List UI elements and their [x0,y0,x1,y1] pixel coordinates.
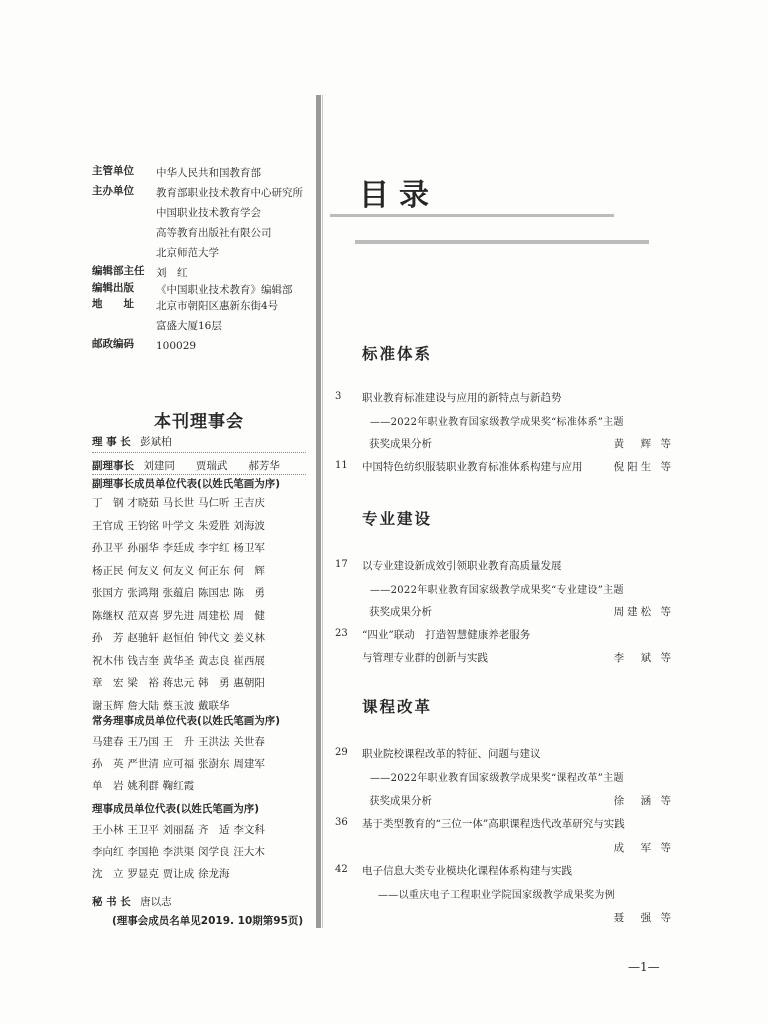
entry-subtitle-cont: 与管理专业群的创新与实践 [362,652,488,664]
title-rule-top [330,214,614,217]
council-member-name: 范双喜 [127,609,159,622]
entry-author: 倪阳生 等 [613,461,674,473]
council-member-name: 张蕴启 [162,587,195,599]
council-member-name [269,650,304,673]
publisher-value: 《中国职业技术教育》编辑部 [156,284,293,296]
editor-label: 编辑部主任 [92,265,145,277]
council-member-name: 周 健 [233,609,265,622]
chair-row [92,434,172,449]
council-member-name: 张国方 [92,587,124,599]
council-member-name: 孙 芳 [92,632,124,644]
entry-page: 3 [335,391,342,402]
vice-rep-names [92,492,304,717]
secretary-name: 唐以志 [140,896,172,908]
chair-label: 理 事 长 [92,436,131,448]
section-heading: 课程改革 [362,698,433,716]
council-member-name [233,863,268,885]
council-member-name [269,582,304,605]
standing-label: 常务理事成员单位代表(以姓氏笔画为序) [92,715,281,727]
council-member-name: 孙 英 [92,758,124,770]
entry-subtitle-cont: 获奖成果分析 [369,438,432,450]
council-member-name: 祝木伟 [92,654,124,667]
council-title: 本刊理事会 [154,412,244,432]
council-member-name: 李廷成 [162,542,195,554]
postcode-label: 邮政编码 [92,338,134,350]
standing-names [92,731,304,797]
entry-page: 42 [335,864,348,875]
council-member-name: 黄华圣 [162,654,195,667]
council-member-name: 蔡玉波 [162,699,195,712]
entry-page: 23 [335,628,348,639]
council-member-name: 叶学文 [162,519,195,532]
sponsor-2: 中国职业技术教育学会 [156,207,261,219]
council-member-name: 张鸿翔 [127,587,159,599]
council-member-name: 李向红 [92,846,124,858]
council-member-name: 汪大木 [233,846,265,858]
section-heading: 专业建设 [362,510,433,528]
council-member-name: 李文科 [233,824,265,836]
entry-subtitle-cont: 获奖成果分析 [369,795,432,807]
council-member-name: 赵恒伯 [162,632,195,644]
council-member-name [269,731,304,753]
vertical-divider-thin [322,95,323,928]
council-member-name: 沈 立 [92,868,124,880]
entry-title[interactable]: 以专业建设新成效引领职业教育高质量发展 [362,560,562,572]
toc-title: 目录 [359,178,439,213]
council-member-name: 赵驰轩 [127,632,159,644]
council-member-name [269,515,304,538]
council-member-name: 陈国忠 [197,587,230,599]
council-member-name: 杨卫军 [233,542,265,554]
council-member-name: 齐 适 [197,824,230,836]
council-member-name: 严世清 [127,758,159,770]
council-member-name: 钱吉奎 [127,654,159,667]
vice-row [92,458,280,473]
vice-names: 刘建同 贾瑞武 郝芳华 [143,460,280,472]
council-member-name: 罗先进 [162,609,195,622]
council-member-name: 崔西展 [233,654,265,667]
divider [92,474,306,475]
secretary-row [92,894,172,909]
council-member-name: 詹大陆 [127,699,159,712]
entry-title[interactable]: 职业院校课程改革的特征、问题与建议 [362,748,541,760]
council-member-name [269,841,304,863]
entry-page: 11 [335,460,348,471]
publisher-label: 编辑出版 [92,282,134,294]
council-member-name: 谢玉辉 [92,699,124,712]
council-member-name: 何 辉 [233,564,265,577]
address-line-1: 北京市朝阳区惠新东街4号 [156,300,279,312]
council-member-name [269,775,304,797]
council-member-name: 鞠红霞 [162,780,195,792]
council-member-name [269,560,304,583]
council-member-name: 钟代文 [197,632,230,644]
council-member-name: 应可福 [162,758,195,770]
entry-author: 李 斌 等 [613,652,674,664]
sponsor-row [92,183,303,263]
editor-value: 刘 红 [156,267,188,279]
page-number: —1— [628,960,660,974]
council-member-name: 刘海波 [233,519,265,532]
entry-title[interactable]: “四业”联动 打造智慧健康养老服务 [362,629,531,641]
council-member-name [269,819,304,841]
council-member-name: 李洪渠 [162,846,195,858]
entry-subtitle: ——2022年职业教育国家级教学成果奖“课程改革”主题 [370,773,624,784]
council-member-name: 姚利群 [127,780,159,792]
council-member-name: 杨正民 [92,564,124,577]
entry-author: 成 军 等 [613,842,674,854]
council-member-name: 何友义 [162,564,195,577]
entry-author: 周建松 等 [613,606,674,618]
council-member-name: 朱爱胜 [197,519,230,532]
council-member-name: 王吉庆 [233,497,265,509]
entry-title[interactable]: 基于类型教育的“三位一体”高职课程迭代改革研究与实践 [362,818,625,830]
entry-author: 黄 辉 等 [613,438,674,450]
council-member-name: 贾让成 [162,868,195,880]
address-line-2: 富盛大厦16层 [156,320,222,332]
entry-title[interactable]: 中国特色纺织服装职业教育标准体系构建与应用 [362,461,583,473]
entry-author: 聂 强 等 [613,912,674,924]
council-member-name: 徐龙海 [197,868,230,880]
entry-title[interactable]: 职业教育标准建设与应用的新特点与新趋势 [362,392,562,404]
council-member-name: 才晓茹 [127,497,159,509]
council-member-name: 惠朝阳 [233,677,265,689]
postcode-value: 100029 [156,340,197,352]
council-member-name: 马长世 [162,497,195,509]
council-member-name: 梁 裕 [127,677,159,689]
vice-rep-label: 副理事长成员单位代表(以姓氏笔画为序) [92,478,281,490]
council-member-name: 王官成 [92,519,124,532]
entry-subtitle: ——2022年职业教育国家级教学成果奖“专业建设”主题 [370,585,624,596]
council-member-name [269,753,304,775]
council-member-name: 王洪法 [197,736,230,748]
council-member-name: 韩 勇 [197,677,230,689]
council-member-name: 王 升 [162,736,195,748]
council-member-name: 马建春 [92,736,124,748]
council-member-name: 王钧铭 [127,519,159,532]
supervisor-label: 主管单位 [92,165,134,177]
sponsor-1: 教育部职业技术教育中心研究所 [156,187,303,199]
council-member-name: 关世春 [233,736,265,748]
council-member-name: 陈 勇 [233,587,265,599]
council-member-name: 单 岩 [92,780,124,792]
council-member-name: 李宇红 [197,542,230,554]
council-member-name: 王乃国 [127,736,159,748]
entry-page: 29 [335,747,348,758]
address-label: 地 址 [92,298,134,310]
divider [92,452,306,453]
entry-author: 徐 涵 等 [613,795,674,807]
postcode-row [92,336,196,356]
sponsor-label: 主办单位 [92,185,134,197]
secretary-label: 秘 书 长 [92,896,131,908]
council-member-name [269,863,304,885]
council-member-name: 马仁听 [197,497,230,509]
entry-page: 36 [335,817,348,828]
council-member-name: 姜义林 [233,632,265,644]
council-member-name: 闵学良 [197,846,230,858]
supervisor-value: 中华人民共和国教育部 [156,167,261,179]
council-member-name [269,605,304,628]
council-member-name: 王小林 [92,824,124,836]
entry-page: 17 [335,559,348,570]
council-member-name: 蒋忠元 [162,677,195,689]
council-member-name: 孙丽华 [127,542,159,554]
title-rule-bottom [355,240,649,244]
council-member-name [198,775,233,797]
entry-subtitle-cont: 获奖成果分析 [369,606,432,618]
council-member-name: 王卫平 [127,824,159,836]
sponsor-4: 北京师范大学 [156,247,219,259]
council-member-name: 何友义 [127,564,159,577]
council-member-name: 周建松 [197,609,230,622]
council-member-name: 张澍东 [197,758,230,770]
entry-title[interactable]: 电子信息大类专业模块化课程体系构建与实践 [362,865,572,877]
council-member-name: 黄志良 [197,654,230,667]
section-heading: 标准体系 [362,345,433,363]
member-label: 理事成员单位代表(以姓氏笔画为序) [92,803,260,815]
entry-subtitle: ——以重庆电子工程职业学院国家级教学成果奖为例 [378,890,615,901]
sponsor-3: 高等教育出版社有限公司 [156,227,272,239]
council-member-name [269,672,304,695]
council-member-name [269,627,304,650]
entry-subtitle: ——2022年职业教育国家级教学成果奖“标准体系”主题 [370,417,624,428]
supervisor-row [92,163,261,183]
council-member-name: 刘丽磊 [162,824,195,836]
council-member-name: 罗显克 [127,868,159,880]
council-member-name: 周建军 [233,758,265,770]
council-member-name: 陈继权 [92,609,124,622]
council-member-name [269,492,304,515]
council-member-name [269,537,304,560]
member-names [92,819,304,885]
council-member-name: 何正东 [197,564,230,577]
council-member-name: 章 宏 [92,677,124,689]
vice-label: 副理事长 [92,460,134,472]
council-member-name [233,775,268,797]
chair-name: 彭斌柏 [140,436,172,448]
address-row [92,296,278,336]
council-member-name: 戴联华 [197,699,230,712]
council-member-name: 李国艳 [127,846,159,858]
council-member-name: 孙卫平 [92,542,124,554]
council-member-name: 丁 钢 [92,497,124,509]
vertical-divider [316,95,321,928]
council-note: (理事会成员名单见2019. 10期第95页) [112,915,304,927]
